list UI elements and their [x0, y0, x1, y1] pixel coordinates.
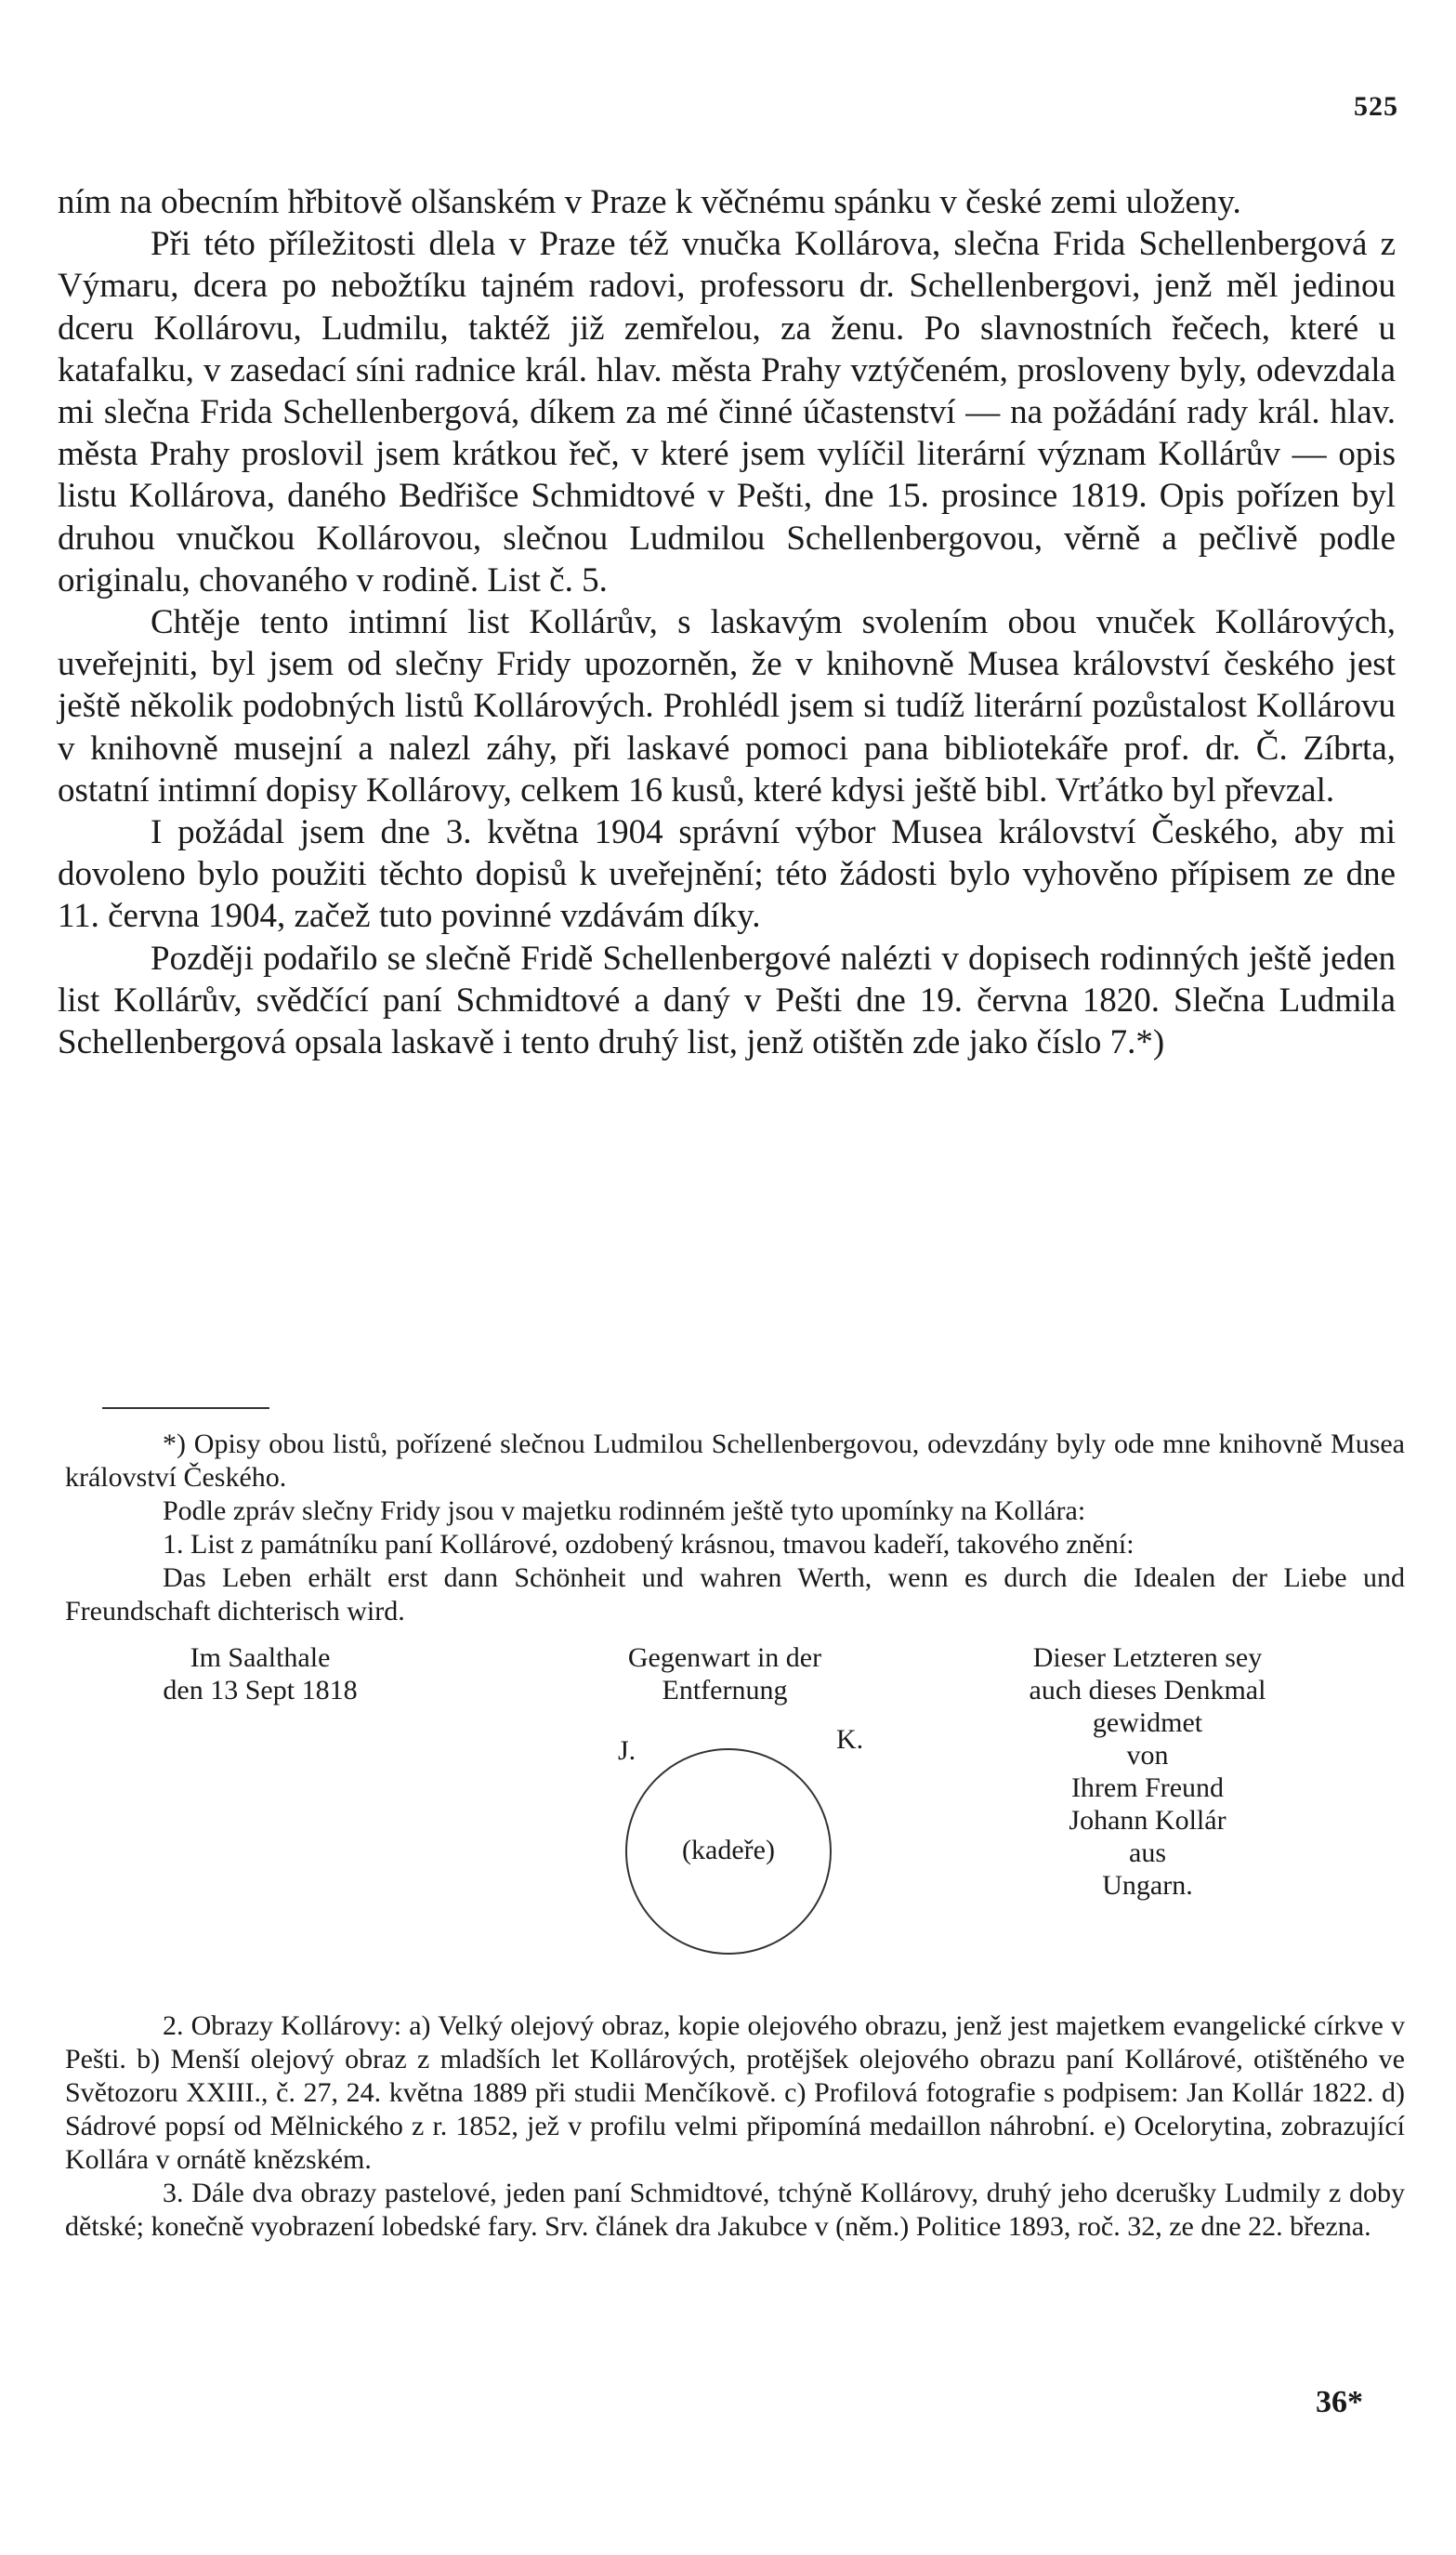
paragraph-3: Chtěje tento intimní list Kollárův, s laskavým svolením obou vnuček Kollárových, uveřejniti, byl jsem od slečny Fridy upozorněn, že v knihovně Musea království českého jest ještě několik podobných listů Kollárových. Prohlédl jsem si tudíž literární pozůstalost Kollárovu v knihovně musejní a nalezl záhy, při laskavé pomoci pana bibliotekáře prof. dr. Č. Zíbrta, ostatní intimní dopisy Kollárovy, celkem 16 kusů, které kdysi ještě bibl. Vrťátko byl převzal.	[58, 603, 1396, 810]
footnote-quote: Das Leben erhält erst dann Schönheit und wahren Werth, wenn es durch die Idealen der Liebe und Freundschaft dichterisch wird.	[65, 1562, 1405, 1627]
dedication-line-6: Johann Kollár	[1069, 1805, 1226, 1836]
footnote-1: *) Opisy obou listů, pořízené slečnou Ludmilou Schellenbergovou, odevzdány byly ode mne knihovně Musea království Českého.	[65, 1429, 1405, 1493]
dedication-line-3: gewidmet	[1092, 1707, 1203, 1738]
memento-motto-line-2: Entfernung	[662, 1675, 788, 1706]
paragraph-5: Později podařilo se slečně Fridě Schellenbergové nalézti v dopisech rodinných ještě jeden list Kollárův, svědčící paní Schmidtové a daný v Pešti dne 19. června 1820. Slečna Ludmila Schellenbergová opsala laskavě i tento druhý list, jenž otištěn zde jako číslo 7.*)	[58, 939, 1396, 1062]
memento-motto	[585, 1641, 864, 1706]
dedication-line-8: Ungarn.	[1102, 1870, 1193, 1901]
footnotes	[65, 1428, 1405, 2244]
footnote-2: Podle zpráv slečny Fridy jsou v majetku rodinném ještě tyto upomínky na Kollára:	[163, 1495, 1086, 1526]
memento-place: Im Saalthale	[190, 1642, 331, 1673]
page-number: 525	[1354, 91, 1398, 122]
dedication-line-2: auch dieses Denkmal	[1029, 1675, 1266, 1706]
dedication-line-1: Dieser Letzteren sey	[1032, 1642, 1263, 1673]
footnote-divider	[102, 1407, 269, 1409]
initial-k: K.	[836, 1724, 864, 1755]
memento-dedication	[976, 1641, 1319, 1902]
memento-place-date	[121, 1641, 400, 1706]
paragraph-4: I požádal jsem dne 3. května 1904 správní výbor Musea království Českého, aby mi dovoleno bylo použiti těchto dopisů k uveřejnění; této žádosti bylo vyhověno přípisem ze dne 11. června 1904, začež tuto povinné vzdávám díky.	[58, 813, 1396, 936]
paragraph-1: ním na obecním hřbitově olšanském v Praze k věčnému spánku v české zemi uloženy.	[58, 183, 1241, 221]
memento-inscription	[65, 1641, 1405, 1985]
dedication-line-7: aus	[1129, 1837, 1166, 1868]
main-text	[58, 181, 1396, 1063]
footnote-portraits: 2. Obrazy Kollárovy: a) Velký olejový obraz, kopie olejového obrazu, jenž jest majetkem evangelické církve v Pešti. b) Menší olejový obraz z mladších let Kollárových, protějšek olejového obrazu paní Kollárové, otištěného ve Světozoru XXIII., č. 27, 24. května 1889 při studii Menčíkově. c) Profilová fotografie s podpisem: Jan Kollár 1822. d) Sádrové popsí od Mělnického z r. 1852, jež v profilu velmi připomíná medaillon náhrobní. e) Ocelorytina, zobrazující Kollára v ornátě knězském.	[65, 2010, 1405, 2175]
memento-date: den 13 Sept 1818	[163, 1675, 358, 1706]
signature-mark: 36*	[1316, 2385, 1363, 2419]
circle-label: (kadeře)	[682, 1835, 775, 1865]
memento-motto-line-1: Gegenwart in der	[627, 1642, 822, 1673]
footnote-pastels: 3. Dále dva obrazy pastelové, jeden paní Schmidtové, tchýně Kollárovy, druhý jeho dcerušky Ludmily z doby dětské; konečně vyobrazení lobedské fary. Srv. článek dra Jakubce v (něm.) Politice 1893, roč. 32, ze dne 22. března.	[65, 2178, 1405, 2242]
dedication-line-4: von	[1126, 1740, 1169, 1771]
dedication-line-5: Ihrem Freund	[1070, 1772, 1225, 1803]
paragraph-2: Při této příležitosti dlela v Praze též vnučka Kollárova, slečna Frida Schellenbergová z Výmaru, dcera po nebožtíku tajném radovi, professoru dr. Schellenbergovi, jenž měl jedinou dceru Kollárovu, Ludmilu, taktéž již zemřelou, za ženu. Po slavnostních řečech, které u katafalku, v zasedací síni radnice král. hlav. města Prahy vztýčeném, prosloveny byly, odevzdala mi slečna Frida Schellenbergová, díkem za mé činné účastenství — na požádání rady král. hlav. města Prahy proslovil jsem krátkou řeč, v které jsem vylíčil literární význam Kollárův — opis listu Kollárova, daného Bedřišce Schmidtové v Pešti, dne 15. prosince 1819. Opis pořízen byl druhou vnučkou Kollárovou, slečnou Ludmilou Schellenbergovou, věrně a pečlivě podle originalu, chovaného v rodině. List č. 5.	[58, 225, 1396, 599]
initial-j: J.	[618, 1735, 636, 1766]
footnote-3: 1. List z památníku paní Kollárové, ozdobený krásnou, tmavou kadeří, takového znění:	[163, 1529, 1135, 1560]
